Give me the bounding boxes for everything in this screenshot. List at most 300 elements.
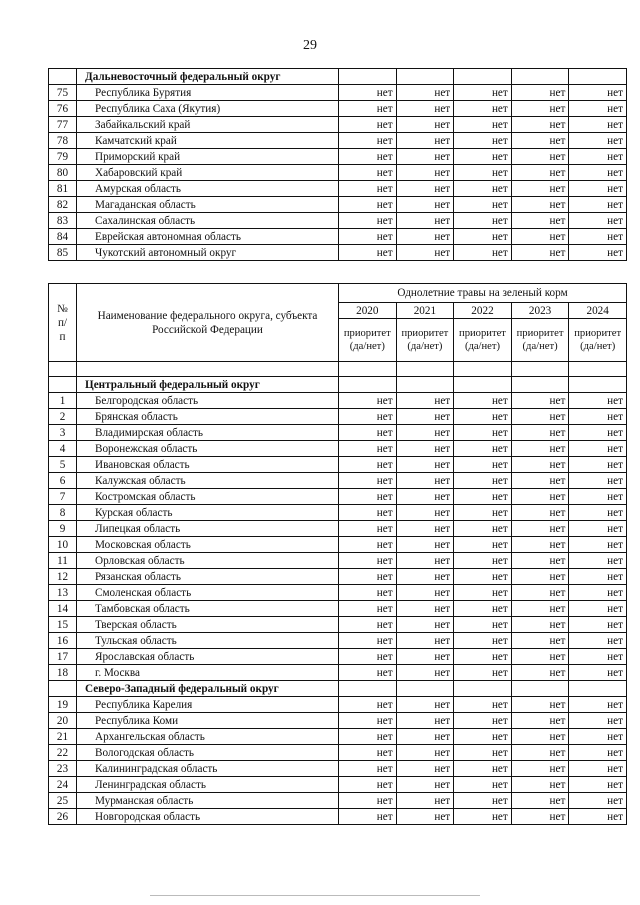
- row-number: 75: [49, 85, 77, 101]
- priority-value: нет: [511, 441, 569, 457]
- priority-value: нет: [454, 197, 512, 213]
- row-number: 20: [49, 713, 77, 729]
- priority-value: нет: [454, 441, 512, 457]
- priority-value: нет: [339, 505, 397, 521]
- header-priority: приоритет (да/нет): [454, 319, 512, 362]
- header-priority: приоритет (да/нет): [569, 319, 627, 362]
- region-name: г. Москва: [77, 665, 339, 681]
- priority-value: нет: [396, 165, 454, 181]
- priority-value: нет: [396, 729, 454, 745]
- priority-value: нет: [511, 409, 569, 425]
- priority-value: нет: [511, 245, 569, 261]
- priority-value: нет: [339, 601, 397, 617]
- section-row: [49, 69, 627, 85]
- priority-value: нет: [396, 713, 454, 729]
- priority-value: нет: [339, 777, 397, 793]
- header-year: 2020: [339, 303, 397, 319]
- table-row: [49, 393, 627, 409]
- header-year: 2023: [511, 303, 569, 319]
- priority-value: нет: [339, 165, 397, 181]
- priority-value: нет: [396, 761, 454, 777]
- priority-value: нет: [569, 729, 627, 745]
- region-name: Архангельская область: [77, 729, 339, 745]
- priority-value: нет: [454, 133, 512, 149]
- priority-value: нет: [511, 101, 569, 117]
- priority-value: нет: [569, 181, 627, 197]
- table-row: [49, 697, 627, 713]
- table-row: [49, 425, 627, 441]
- priority-value: нет: [511, 521, 569, 537]
- region-name: Вологодская область: [77, 745, 339, 761]
- row-number: 22: [49, 745, 77, 761]
- priority-value: нет: [454, 181, 512, 197]
- priority-value: нет: [569, 585, 627, 601]
- priority-value: нет: [396, 745, 454, 761]
- region-name: Курская область: [77, 505, 339, 521]
- table-row: [49, 569, 627, 585]
- priority-value: нет: [511, 729, 569, 745]
- region-name: Тамбовская область: [77, 601, 339, 617]
- priority-value: нет: [339, 457, 397, 473]
- row-number: 5: [49, 457, 77, 473]
- priority-value: нет: [511, 697, 569, 713]
- priority-value: нет: [511, 649, 569, 665]
- header-priority: приоритет (да/нет): [511, 319, 569, 362]
- priority-value: нет: [396, 409, 454, 425]
- priority-value: нет: [396, 473, 454, 489]
- row-number: 17: [49, 649, 77, 665]
- region-name: Ленинградская область: [77, 777, 339, 793]
- row-number: 78: [49, 133, 77, 149]
- priority-value: нет: [396, 585, 454, 601]
- priority-value: нет: [339, 101, 397, 117]
- priority-value: нет: [511, 393, 569, 409]
- priority-value: нет: [396, 521, 454, 537]
- priority-value: нет: [339, 537, 397, 553]
- priority-value: нет: [454, 149, 512, 165]
- priority-value: нет: [396, 569, 454, 585]
- region-name: Калининградская область: [77, 761, 339, 777]
- priority-value: нет: [569, 505, 627, 521]
- priority-value: нет: [339, 617, 397, 633]
- header-priority: приоритет (да/нет): [339, 319, 397, 362]
- region-name: Республика Коми: [77, 713, 339, 729]
- priority-value: нет: [396, 457, 454, 473]
- table-row: [49, 601, 627, 617]
- priority-value: нет: [339, 117, 397, 133]
- priority-value: нет: [569, 101, 627, 117]
- row-number: 24: [49, 777, 77, 793]
- priority-value: нет: [569, 473, 627, 489]
- priority-value: нет: [396, 697, 454, 713]
- priority-value: нет: [396, 793, 454, 809]
- priority-value: нет: [339, 761, 397, 777]
- priority-value: нет: [454, 569, 512, 585]
- table-row: [49, 521, 627, 537]
- section-num-cell: [49, 377, 77, 393]
- priority-value: нет: [569, 713, 627, 729]
- priority-value: нет: [339, 473, 397, 489]
- priority-value: нет: [454, 473, 512, 489]
- region-name: Магаданская область: [77, 197, 339, 213]
- priority-value: нет: [569, 649, 627, 665]
- table-row: [49, 713, 627, 729]
- priority-value: нет: [511, 505, 569, 521]
- page-number: 29: [303, 38, 317, 53]
- priority-value: нет: [396, 809, 454, 825]
- priority-value: нет: [569, 569, 627, 585]
- priority-value: нет: [569, 213, 627, 229]
- table-row: [49, 165, 627, 181]
- table-row: [49, 101, 627, 117]
- priority-value: нет: [454, 633, 512, 649]
- table-row: [49, 537, 627, 553]
- table-row: [49, 585, 627, 601]
- region-name: Мурманская область: [77, 793, 339, 809]
- region-name: Забайкальский край: [77, 117, 339, 133]
- table-row: [49, 213, 627, 229]
- priority-value: нет: [569, 521, 627, 537]
- table-row: [49, 489, 627, 505]
- region-name: Московская область: [77, 537, 339, 553]
- footer-divider: [150, 895, 480, 896]
- row-number: 2: [49, 409, 77, 425]
- table-row: [49, 457, 627, 473]
- region-name: Белгородская область: [77, 393, 339, 409]
- row-number: 7: [49, 489, 77, 505]
- table-row: [49, 149, 627, 165]
- priority-value: нет: [454, 521, 512, 537]
- row-number: 13: [49, 585, 77, 601]
- top-table: [48, 68, 627, 261]
- priority-value: нет: [511, 425, 569, 441]
- region-name: Ивановская область: [77, 457, 339, 473]
- row-number: 16: [49, 633, 77, 649]
- region-name: Рязанская область: [77, 569, 339, 585]
- priority-value: нет: [569, 745, 627, 761]
- priority-value: нет: [454, 729, 512, 745]
- priority-value: нет: [569, 229, 627, 245]
- priority-value: нет: [339, 393, 397, 409]
- priority-value: нет: [339, 793, 397, 809]
- priority-value: нет: [454, 165, 512, 181]
- priority-value: нет: [454, 213, 512, 229]
- table-row: [49, 117, 627, 133]
- header-year: 2021: [396, 303, 454, 319]
- priority-value: нет: [396, 489, 454, 505]
- section-row: [49, 681, 627, 697]
- priority-value: нет: [569, 165, 627, 181]
- priority-value: нет: [454, 617, 512, 633]
- region-name: Сахалинская область: [77, 213, 339, 229]
- priority-value: нет: [339, 197, 397, 213]
- priority-value: нет: [454, 489, 512, 505]
- priority-value: нет: [339, 649, 397, 665]
- priority-value: нет: [454, 809, 512, 825]
- header-group-title: Однолетние травы на зеленый корм: [339, 284, 627, 303]
- priority-value: нет: [396, 425, 454, 441]
- priority-value: нет: [511, 761, 569, 777]
- priority-value: нет: [339, 133, 397, 149]
- region-name: Приморский край: [77, 149, 339, 165]
- priority-value: нет: [569, 441, 627, 457]
- row-number: 25: [49, 793, 77, 809]
- priority-value: нет: [339, 697, 397, 713]
- region-name: Амурская область: [77, 181, 339, 197]
- priority-value: нет: [454, 537, 512, 553]
- region-name: Камчатский край: [77, 133, 339, 149]
- priority-value: нет: [511, 537, 569, 553]
- priority-value: нет: [339, 425, 397, 441]
- priority-value: нет: [396, 213, 454, 229]
- region-name: Костромская область: [77, 489, 339, 505]
- priority-value: нет: [569, 633, 627, 649]
- table-row: [49, 745, 627, 761]
- priority-value: нет: [396, 665, 454, 681]
- table-row: [49, 793, 627, 809]
- priority-value: нет: [511, 617, 569, 633]
- priority-value: нет: [339, 569, 397, 585]
- priority-value: нет: [339, 809, 397, 825]
- priority-value: нет: [396, 617, 454, 633]
- row-number: 19: [49, 697, 77, 713]
- priority-value: нет: [339, 489, 397, 505]
- table-row: [49, 729, 627, 745]
- row-number: 23: [49, 761, 77, 777]
- priority-value: нет: [339, 521, 397, 537]
- header-year: 2024: [569, 303, 627, 319]
- table-row: [49, 777, 627, 793]
- priority-value: нет: [339, 729, 397, 745]
- header-name: Наименование федерального округа, субъекта Российской Федерации: [77, 284, 339, 362]
- main-table: [48, 283, 627, 825]
- priority-value: нет: [339, 181, 397, 197]
- priority-value: нет: [396, 601, 454, 617]
- table-row: [49, 473, 627, 489]
- region-name: Смоленская область: [77, 585, 339, 601]
- priority-value: нет: [511, 85, 569, 101]
- priority-value: нет: [396, 133, 454, 149]
- region-name: Республика Карелия: [77, 697, 339, 713]
- priority-value: нет: [511, 553, 569, 569]
- priority-value: нет: [511, 133, 569, 149]
- priority-value: нет: [569, 793, 627, 809]
- priority-value: нет: [454, 601, 512, 617]
- region-name: Еврейская автономная область: [77, 229, 339, 245]
- table-row: [49, 809, 627, 825]
- row-number: 4: [49, 441, 77, 457]
- priority-value: нет: [454, 665, 512, 681]
- priority-value: нет: [454, 409, 512, 425]
- priority-value: нет: [511, 777, 569, 793]
- region-name: Воронежская область: [77, 441, 339, 457]
- priority-value: нет: [511, 713, 569, 729]
- priority-value: нет: [511, 793, 569, 809]
- header-year: 2022: [454, 303, 512, 319]
- region-name: Республика Саха (Якутия): [77, 101, 339, 117]
- row-number: 10: [49, 537, 77, 553]
- header-priority: приоритет (да/нет): [396, 319, 454, 362]
- priority-value: нет: [339, 553, 397, 569]
- spacer-row: [49, 362, 627, 377]
- priority-value: нет: [339, 633, 397, 649]
- priority-value: нет: [569, 665, 627, 681]
- priority-value: нет: [569, 117, 627, 133]
- row-number: 12: [49, 569, 77, 585]
- priority-value: нет: [339, 213, 397, 229]
- priority-value: нет: [569, 425, 627, 441]
- priority-value: нет: [396, 777, 454, 793]
- table-row: [49, 245, 627, 261]
- region-name: Тульская область: [77, 633, 339, 649]
- priority-value: нет: [569, 245, 627, 261]
- priority-value: нет: [511, 633, 569, 649]
- priority-value: нет: [569, 809, 627, 825]
- region-name: Тверская область: [77, 617, 339, 633]
- row-number: 18: [49, 665, 77, 681]
- priority-value: нет: [454, 229, 512, 245]
- row-number: 79: [49, 149, 77, 165]
- section-num-cell: [49, 69, 77, 85]
- priority-value: нет: [454, 101, 512, 117]
- priority-value: нет: [339, 745, 397, 761]
- priority-value: нет: [339, 713, 397, 729]
- table-row: [49, 553, 627, 569]
- priority-value: нет: [569, 197, 627, 213]
- row-number: 76: [49, 101, 77, 117]
- priority-value: нет: [396, 553, 454, 569]
- priority-value: нет: [396, 101, 454, 117]
- priority-value: нет: [511, 585, 569, 601]
- priority-value: нет: [339, 665, 397, 681]
- priority-value: нет: [569, 537, 627, 553]
- priority-value: нет: [511, 117, 569, 133]
- table-row: [49, 409, 627, 425]
- priority-value: нет: [511, 665, 569, 681]
- region-name: Орловская область: [77, 553, 339, 569]
- row-number: 11: [49, 553, 77, 569]
- priority-value: нет: [569, 393, 627, 409]
- priority-value: нет: [396, 393, 454, 409]
- table-row: [49, 761, 627, 777]
- row-number: 9: [49, 521, 77, 537]
- region-name: Брянская область: [77, 409, 339, 425]
- priority-value: нет: [396, 149, 454, 165]
- priority-value: нет: [339, 85, 397, 101]
- row-number: 85: [49, 245, 77, 261]
- priority-value: нет: [454, 245, 512, 261]
- priority-value: нет: [454, 649, 512, 665]
- priority-value: нет: [339, 441, 397, 457]
- top-table-body: [49, 69, 627, 261]
- row-number: 82: [49, 197, 77, 213]
- table-row: [49, 665, 627, 681]
- priority-value: нет: [511, 165, 569, 181]
- priority-value: нет: [569, 133, 627, 149]
- region-name: Владимирская область: [77, 425, 339, 441]
- row-number: 80: [49, 165, 77, 181]
- priority-value: нет: [454, 713, 512, 729]
- priority-value: нет: [511, 181, 569, 197]
- priority-value: нет: [569, 409, 627, 425]
- priority-value: нет: [454, 745, 512, 761]
- priority-value: нет: [339, 409, 397, 425]
- priority-value: нет: [569, 601, 627, 617]
- priority-value: нет: [511, 457, 569, 473]
- row-number: 77: [49, 117, 77, 133]
- priority-value: нет: [569, 777, 627, 793]
- row-number: 84: [49, 229, 77, 245]
- priority-value: нет: [511, 149, 569, 165]
- priority-value: нет: [454, 117, 512, 133]
- row-number: 14: [49, 601, 77, 617]
- priority-value: нет: [511, 213, 569, 229]
- table-row: [49, 85, 627, 101]
- priority-value: нет: [511, 197, 569, 213]
- table-row: [49, 505, 627, 521]
- region-name: Липецкая область: [77, 521, 339, 537]
- region-name: Ярославская область: [77, 649, 339, 665]
- priority-value: нет: [511, 489, 569, 505]
- region-name: Чукотский автономный округ: [77, 245, 339, 261]
- priority-value: нет: [569, 149, 627, 165]
- region-name: Калужская область: [77, 473, 339, 489]
- priority-value: нет: [569, 617, 627, 633]
- region-name: Новгородская область: [77, 809, 339, 825]
- row-number: 1: [49, 393, 77, 409]
- priority-value: нет: [454, 793, 512, 809]
- priority-value: нет: [454, 777, 512, 793]
- priority-value: нет: [396, 649, 454, 665]
- priority-value: нет: [396, 117, 454, 133]
- priority-value: нет: [569, 85, 627, 101]
- table-row: [49, 441, 627, 457]
- priority-value: нет: [339, 149, 397, 165]
- row-number: 21: [49, 729, 77, 745]
- priority-value: нет: [396, 505, 454, 521]
- priority-value: нет: [569, 761, 627, 777]
- priority-value: нет: [454, 457, 512, 473]
- main-table-body: [49, 362, 627, 825]
- priority-value: нет: [454, 393, 512, 409]
- row-number: 26: [49, 809, 77, 825]
- section-title: Северо-Западный федеральный округ: [77, 681, 339, 697]
- priority-value: нет: [396, 197, 454, 213]
- priority-value: нет: [339, 229, 397, 245]
- row-number: 3: [49, 425, 77, 441]
- priority-value: нет: [569, 697, 627, 713]
- priority-value: нет: [396, 245, 454, 261]
- priority-value: нет: [454, 425, 512, 441]
- priority-value: нет: [511, 569, 569, 585]
- region-name: Республика Бурятия: [77, 85, 339, 101]
- header-num: № п/п: [49, 284, 77, 362]
- table-row: [49, 617, 627, 633]
- priority-value: нет: [511, 745, 569, 761]
- priority-value: нет: [511, 809, 569, 825]
- priority-value: нет: [396, 181, 454, 197]
- priority-value: нет: [569, 489, 627, 505]
- priority-value: нет: [454, 553, 512, 569]
- priority-value: нет: [511, 473, 569, 489]
- priority-value: нет: [339, 245, 397, 261]
- priority-value: нет: [569, 553, 627, 569]
- table-row: [49, 197, 627, 213]
- priority-value: нет: [511, 601, 569, 617]
- priority-value: нет: [454, 85, 512, 101]
- table-row: [49, 649, 627, 665]
- row-number: 6: [49, 473, 77, 489]
